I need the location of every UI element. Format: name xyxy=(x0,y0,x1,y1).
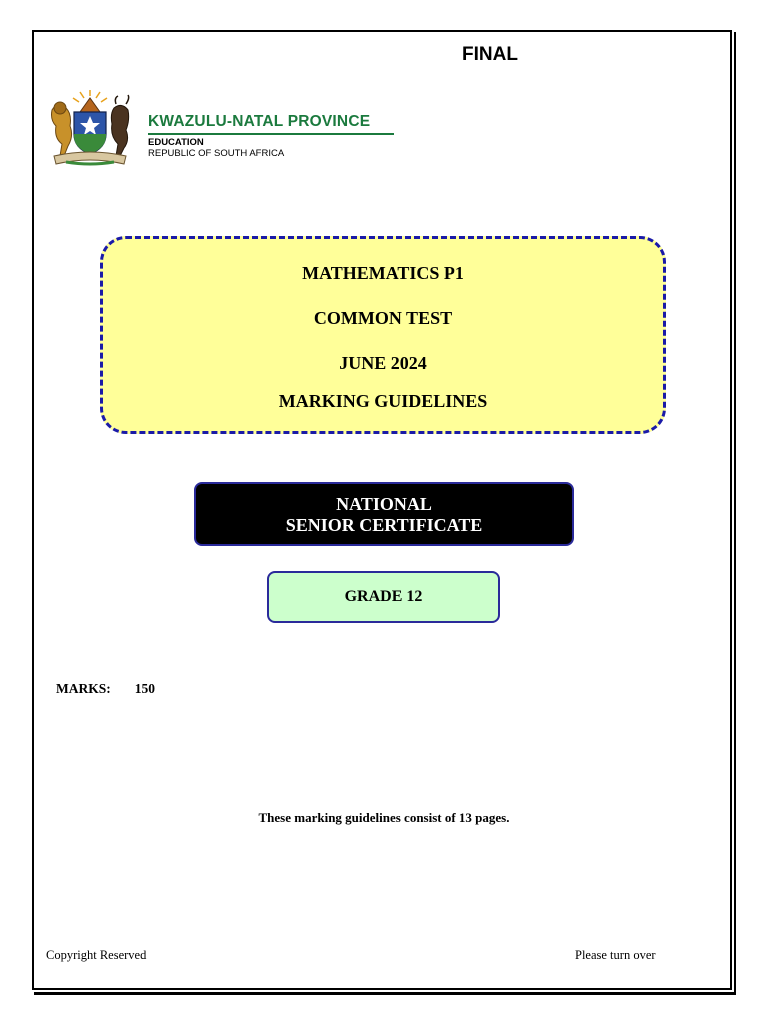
logo-divider xyxy=(148,133,394,135)
marks-value: 150 xyxy=(134,681,155,696)
test-type-title: COMMON TEST xyxy=(313,308,453,328)
page-border-shadow-right xyxy=(734,32,736,994)
final-label: FINAL xyxy=(462,44,518,65)
coat-of-arms-icon xyxy=(44,90,136,170)
copyright-footer: Copyright Reserved xyxy=(46,948,147,962)
title-box xyxy=(100,236,666,434)
certificate-line-2: SENIOR CERTIFICATE xyxy=(285,515,483,535)
country-name: REPUBLIC OF SOUTH AFRICA xyxy=(148,148,285,159)
exam-date-title: JUNE 2024 xyxy=(339,353,427,373)
document-type-title: MARKING GUIDELINES xyxy=(278,391,488,411)
province-logo xyxy=(44,90,396,172)
certificate-line-1: NATIONAL xyxy=(336,494,432,514)
province-name: KWAZULU-NATAL PROVINCE xyxy=(148,113,371,130)
grade-badge: GRADE 12 xyxy=(267,571,500,623)
turn-over-footer: Please turn over xyxy=(575,948,656,962)
subject-title: MATHEMATICS P1 xyxy=(302,263,464,283)
marks-line xyxy=(56,681,155,697)
page-border-shadow-bottom xyxy=(34,992,736,995)
marks-label: MARKS: xyxy=(56,681,111,696)
department-name: EDUCATION xyxy=(148,137,204,148)
certificate-banner xyxy=(194,482,574,546)
page-count-note: These marking guidelines consist of 13 pages. xyxy=(258,810,510,825)
